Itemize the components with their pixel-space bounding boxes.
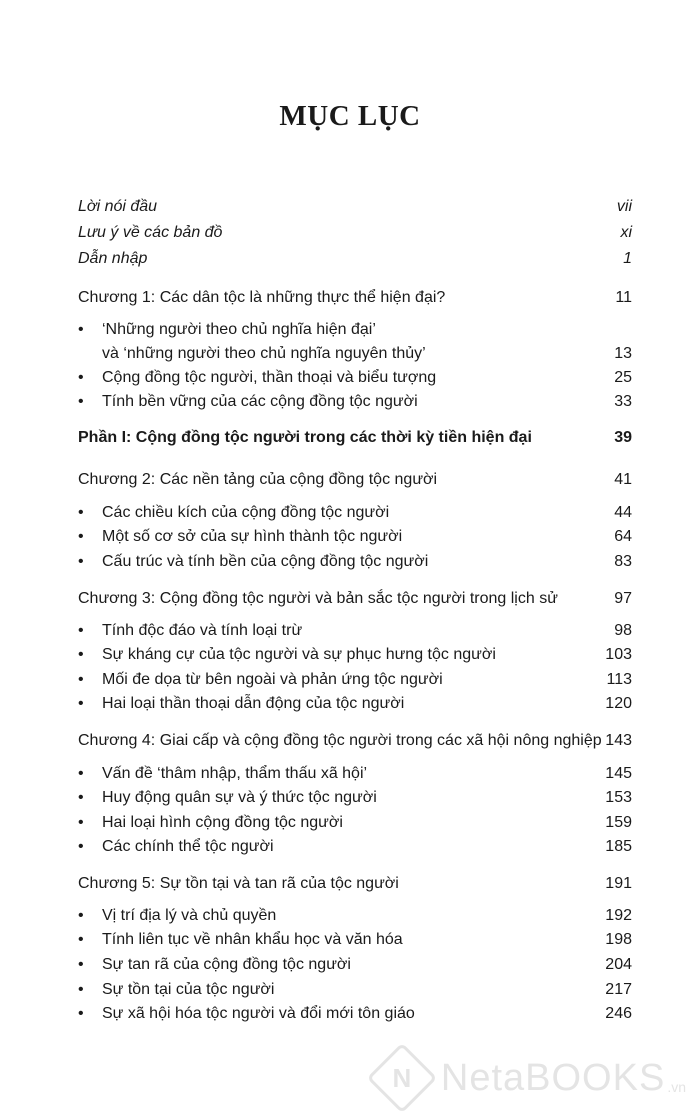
item-page: 145 [605, 765, 632, 782]
bullet-marker: • [78, 814, 84, 831]
bullet-marker: • [78, 369, 84, 386]
item-label: Sự tồn tại của tộc người [102, 981, 275, 998]
bullet-marker: • [78, 1005, 84, 1022]
item-page: 204 [605, 956, 632, 973]
item-label: Tính bền vững của các cộng đồng tộc người [102, 393, 418, 410]
toc-item[interactable] [78, 619, 632, 643]
toc-item[interactable] [78, 643, 632, 667]
item-page: 159 [605, 814, 632, 831]
item-page: 198 [605, 931, 632, 948]
chapter-label: Chương 2: Các nền tảng của cộng đồng tộc người [78, 471, 438, 488]
bullet-marker: • [78, 838, 84, 855]
item-label: Cộng đồng tộc người, thần thoại và biểu tượng [102, 369, 437, 386]
bullet-marker: • [78, 504, 84, 521]
item-label: Các chính thể tộc người [102, 838, 274, 855]
chapter-label: Chương 1: Các dân tộc là những thực thể hiện đại? [78, 289, 446, 306]
toc-entry-preface[interactable] [78, 195, 632, 219]
chapter-label: Chương 3: Cộng đồng tộc người và bản sắc tộc người trong lịch sử [78, 590, 558, 607]
item-label: Sự kháng cự của tộc người và sự phục hưng tộc người [102, 646, 496, 663]
item-label: Vị trí địa lý và chủ quyền [102, 907, 277, 924]
item-page: 185 [605, 838, 632, 855]
toc-chapter-5[interactable] [78, 872, 632, 896]
bullet-marker: • [78, 393, 84, 410]
entry-label: Lưu ý về các bản đồ [78, 224, 223, 241]
item-label: Các chiều kích của cộng đồng tộc người [102, 504, 390, 521]
watermark-domain: .vn [667, 1079, 686, 1095]
bullet-marker: • [78, 528, 84, 545]
toc-item[interactable] [78, 835, 632, 859]
item-page: 13 [614, 345, 632, 362]
item-label: Một số cơ sở của sự hình thành tộc người [102, 528, 403, 545]
bullet-marker: • [78, 765, 84, 782]
toc-item[interactable] [78, 692, 632, 716]
toc-chapter-3[interactable] [78, 587, 632, 611]
toc-item[interactable] [78, 953, 632, 977]
item-page: 33 [614, 393, 632, 410]
item-page: 192 [605, 907, 632, 924]
bullet-marker: • [78, 695, 84, 712]
toc-item[interactable] [78, 978, 632, 1002]
bullet-marker: • [78, 553, 84, 570]
netabooks-logo-icon: N [367, 1043, 438, 1114]
item-page: 25 [614, 369, 632, 386]
toc-chapter-1[interactable] [78, 286, 632, 310]
toc-item[interactable] [78, 390, 632, 414]
item-page: 44 [614, 504, 632, 521]
item-page: 217 [605, 981, 632, 998]
bullet-marker: • [78, 646, 84, 663]
bullet-marker: • [78, 321, 84, 338]
part-page: 39 [614, 429, 632, 446]
entry-label: Dẫn nhập [78, 250, 148, 267]
item-label: Hai loại thần thoại dẫn động của tộc người [102, 695, 405, 712]
item-page: 83 [614, 553, 632, 570]
entry-page: vii [616, 198, 632, 215]
toc-item[interactable] [78, 550, 632, 574]
entry-page: xi [620, 224, 632, 241]
item-page: 120 [605, 695, 632, 712]
toc-item[interactable] [78, 1002, 632, 1026]
toc-entry-introduction[interactable] [78, 247, 632, 271]
item-page: 64 [614, 528, 632, 545]
toc-item[interactable] [78, 668, 632, 692]
toc-item[interactable] [78, 762, 632, 786]
bullet-marker: • [78, 981, 84, 998]
watermark-brand: NetaBOOKS [440, 1056, 666, 1099]
item-label: Sự tan rã của cộng đồng tộc người [102, 956, 351, 973]
toc-item[interactable] [78, 786, 632, 810]
item-label: Sự xã hội hóa tộc người và đổi mới tôn giáo [102, 1005, 415, 1022]
item-label: Cấu trúc và tính bền của cộng đồng tộc người [102, 553, 429, 570]
toc-item[interactable] [78, 366, 632, 390]
entry-page: 1 [623, 250, 632, 267]
item-label: Tính độc đáo và tính loại trừ [102, 622, 303, 639]
toc-item[interactable] [78, 928, 632, 952]
page-title: MỤC LỤC [279, 100, 421, 132]
bullet-marker: • [78, 907, 84, 924]
netabooks-watermark [377, 1053, 686, 1103]
item-page: 113 [606, 671, 632, 688]
item-page: 98 [614, 622, 632, 639]
toc-chapter-2[interactable] [78, 468, 632, 492]
toc-item[interactable] [78, 904, 632, 928]
item-label: Huy động quân sự và ý thức tộc người [102, 789, 377, 806]
item-page: 153 [605, 789, 632, 806]
chapter-label: Chương 4: Giai cấp và cộng đồng tộc người trong các xã hội nông nghiệp [78, 732, 602, 749]
item-page: 103 [605, 646, 632, 663]
toc-item[interactable] [78, 318, 632, 366]
part-label: Phần I: Cộng đồng tộc người trong các thời kỳ tiền hiện đại [78, 429, 532, 446]
item-label: Tính liên tục về nhân khẩu học và văn hóa [102, 931, 403, 948]
chapter-label: Chương 5: Sự tồn tại và tan rã của tộc người [78, 875, 399, 892]
chapter-page: 97 [614, 590, 632, 607]
entry-label: Lời nói đầu [78, 198, 158, 215]
toc-item[interactable] [78, 811, 632, 835]
bullet-marker: • [78, 931, 84, 948]
item-label: Mối đe dọa từ bên ngoài và phản ứng tộc người [102, 671, 443, 688]
chapter-page: 143 [605, 732, 632, 749]
chapter-page: 41 [614, 471, 632, 488]
bullet-marker: • [78, 671, 84, 688]
chapter-page: 11 [615, 289, 632, 306]
item-label: Vấn đề ‘thâm nhập, thẩm thấu xã hội’ [102, 765, 368, 782]
bullet-marker: • [78, 956, 84, 973]
toc-item[interactable] [78, 501, 632, 525]
toc-chapter-4[interactable] [78, 729, 632, 753]
bullet-marker: • [78, 789, 84, 806]
toc-part-1[interactable] [78, 426, 632, 450]
bullet-marker: • [78, 622, 84, 639]
item-page: 246 [605, 1005, 632, 1022]
toc-item[interactable] [78, 525, 632, 549]
item-label-continued: và ‘những người theo chủ nghĩa nguyên thủy’ [102, 345, 426, 362]
item-label: ‘Những người theo chủ nghĩa hiện đại’ [102, 321, 376, 338]
chapter-page: 191 [605, 875, 632, 892]
item-label: Hai loại hình cộng đồng tộc người [102, 814, 343, 831]
toc-entry-map-note[interactable] [78, 221, 632, 245]
